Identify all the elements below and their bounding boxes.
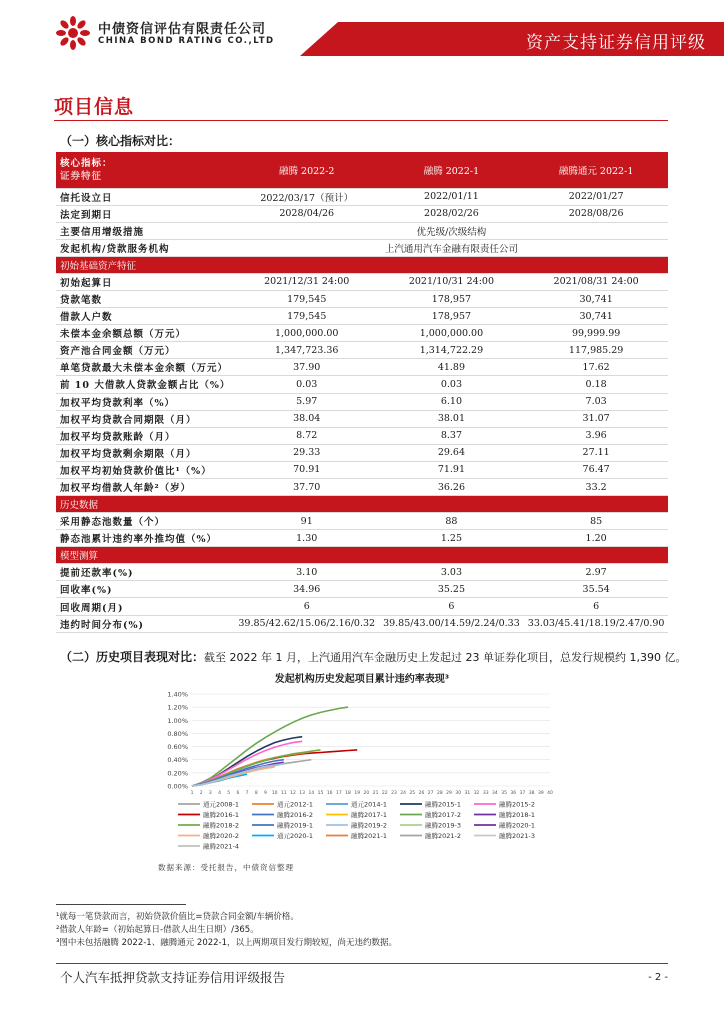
x-tick-label: 20 [363, 791, 370, 796]
chart-title: 发起机构历史发起项目累计违约率表现³ [274, 674, 450, 685]
y-tick-label: 0.20% [167, 769, 188, 778]
table-cell: 1.30 [234, 530, 379, 547]
table-row [56, 222, 668, 239]
legend-label: 融腾2020-1 [499, 821, 536, 830]
table-cell: 3.03 [379, 564, 524, 581]
column-header: 融腾通元 2022-1 [524, 152, 669, 188]
x-tick-label: 11 [280, 791, 287, 796]
legend-label: 融腾2015-2 [499, 800, 536, 809]
x-tick-label: 2 [199, 791, 203, 796]
company-logo-icon [56, 16, 90, 50]
row-label: 资产池合同金额（万元） [56, 342, 234, 359]
x-tick-label: 29 [446, 791, 452, 796]
table-cell: 3.10 [234, 564, 379, 581]
table-cell: 29.33 [234, 444, 379, 461]
footnote-divider [56, 904, 186, 905]
company-name-cn: 中债资信评估有限责任公司 [98, 22, 267, 37]
table-cell: 39.85/43.00/14.59/2.24/0.33 [379, 615, 524, 632]
table-cell: 35.25 [379, 581, 524, 598]
row-label: 加权平均贷款剩余期限（月） [56, 444, 234, 461]
footer-divider [56, 963, 668, 964]
x-tick-label: 36 [510, 791, 517, 796]
page-number: - 2 - [648, 972, 668, 983]
table-cell: 178,957 [379, 290, 524, 307]
table-cell: 1.20 [524, 530, 669, 547]
table-cell: 0.18 [524, 376, 669, 393]
legend-label: 融腾2018-1 [499, 811, 536, 819]
table-row [56, 325, 668, 342]
section-divider [54, 120, 668, 121]
table-row [56, 427, 668, 444]
x-tick-label: 16 [326, 791, 333, 796]
table-row [56, 308, 668, 325]
row-label: 提前还款率(%) [56, 564, 234, 581]
legend-label: 融腾2021-1 [351, 832, 388, 840]
subtitle-history [60, 648, 686, 665]
table-row [56, 530, 668, 547]
table-cell: 33.03/45.41/18.19/2.47/0.90 [524, 615, 669, 632]
x-tick-label: 31 [464, 791, 471, 796]
footer-report-title: 个人汽车抵押贷款支持证券信用评级报告 [60, 970, 286, 985]
table-cell: 30,741 [524, 308, 669, 325]
legend-label: 融腾2019-3 [425, 821, 462, 830]
legend-label: 融腾2016-1 [203, 811, 240, 819]
table-cell: 37.90 [234, 359, 379, 376]
table-cell: 1,314,722.29 [379, 342, 524, 359]
table-row [56, 290, 668, 307]
table-cell: 1,000,000.00 [379, 325, 524, 342]
table-row [56, 393, 668, 410]
default-rate-chart [150, 684, 570, 874]
table-cell: 85 [524, 513, 669, 530]
table-cell: 6 [234, 598, 379, 615]
x-tick-label: 25 [409, 791, 416, 796]
x-tick-label: 17 [336, 791, 342, 796]
company-name-en: CHINA BOND RATING CO.,LTD [98, 36, 275, 46]
table-row [56, 376, 668, 393]
y-tick-label: 0.00% [167, 782, 188, 791]
x-tick-label: 34 [492, 791, 498, 796]
table-cell: 2028/02/26 [379, 205, 524, 222]
x-tick-label: 13 [299, 791, 306, 796]
row-label: 回收周期(月) [56, 598, 234, 615]
table-row [56, 239, 668, 256]
table-row [56, 444, 668, 461]
y-tick-label: 1.00% [167, 716, 188, 725]
x-tick-label: 23 [391, 791, 397, 796]
legend-label: 通元2012-1 [277, 800, 314, 809]
table-cell: 33.2 [524, 479, 669, 496]
x-tick-label: 21 [372, 791, 379, 796]
subtitle-history-label: （二）历史项目表现对比： [60, 650, 205, 664]
legend-label: 融腾2015-1 [425, 800, 462, 809]
table-cell: 优先级/次级结构 [234, 222, 668, 239]
x-tick-label: 10 [271, 791, 278, 796]
x-tick-label: 35 [501, 791, 507, 796]
x-tick-label: 38 [528, 791, 535, 796]
table-row [56, 205, 668, 222]
y-tick-label: 1.40% [167, 690, 188, 699]
legend-label: 融腾2017-1 [351, 811, 388, 819]
table-cell: 31.07 [524, 410, 669, 427]
page-header [0, 0, 724, 58]
table-cell: 1,000,000.00 [234, 325, 379, 342]
row-label: 违约时间分布(%) [56, 615, 234, 632]
table-cell: 2028/04/26 [234, 205, 379, 222]
header-band-title: 资产支持证券信用评级 [526, 33, 706, 53]
table-header-label: 核心指标： [60, 157, 113, 169]
table-row [56, 615, 668, 632]
table-row [56, 461, 668, 478]
table-cell: 70.91 [234, 461, 379, 478]
table-cell: 27.11 [524, 444, 669, 461]
table-cell: 117,985.29 [524, 342, 669, 359]
table-cell: 38.01 [379, 410, 524, 427]
row-label: 借款人户数 [56, 308, 234, 325]
column-header: 融腾 2022-2 [234, 152, 379, 188]
table-cell: 17.62 [524, 359, 669, 376]
table-cell: 37.70 [234, 479, 379, 496]
table-section-label: 证券特征 [60, 170, 103, 182]
x-tick-label: 26 [418, 791, 425, 796]
subtitle-history-text: 截至 2022 年 1 月，上汽通用汽车金融历史上发起过 23 单证券化项目，总发行规模约 1,390 亿。 [204, 651, 687, 664]
x-tick-label: 8 [254, 791, 258, 796]
y-tick-label: 0.60% [167, 743, 188, 752]
legend-label: 融腾2020-2 [203, 832, 240, 840]
table-cell: 6.10 [379, 393, 524, 410]
row-label: 单笔贷款最大未偿本金余额（万元） [56, 359, 234, 376]
legend-label: 通元2020-1 [277, 832, 314, 840]
legend-label: 融腾2018-2 [203, 821, 240, 830]
legend-label: 融腾2019-2 [351, 821, 388, 830]
footnote: ²借款人年龄=（初始起算日-借款人出生日期）/365。 [56, 925, 259, 935]
x-tick-label: 22 [381, 791, 388, 796]
table-row [56, 273, 668, 290]
table-row [56, 513, 668, 530]
table-cell: 0.03 [234, 376, 379, 393]
table-cell: 6 [379, 598, 524, 615]
table-cell: 2.97 [524, 564, 669, 581]
x-tick-label: 28 [436, 791, 443, 796]
y-tick-label: 0.40% [167, 756, 188, 765]
x-tick-label: 15 [317, 791, 324, 796]
table-row [56, 564, 668, 581]
table-cell: 2021/08/31 24:00 [524, 273, 669, 290]
x-tick-label: 37 [519, 791, 526, 796]
legend-label: 融腾2021-4 [203, 842, 240, 851]
row-label: 静态池累计违约率外推均值（%） [56, 530, 234, 547]
table-cell: 34.96 [234, 581, 379, 598]
table-cell: 76.47 [524, 461, 669, 478]
table-cell: 2022/01/27 [524, 188, 669, 205]
table-cell: 178,957 [379, 308, 524, 325]
x-tick-label: 3 [208, 791, 212, 796]
row-label: 未偿本金余额总额（万元） [56, 325, 234, 342]
table-cell: 2028/08/26 [524, 205, 669, 222]
table-cell: 1.25 [379, 530, 524, 547]
table-cell: 71.91 [379, 461, 524, 478]
x-tick-label: 39 [537, 791, 544, 796]
x-tick-label: 27 [427, 791, 434, 796]
x-tick-label: 6 [236, 791, 240, 796]
table-row [56, 188, 668, 205]
table-cell: 2022/01/11 [379, 188, 524, 205]
x-tick-label: 1 [190, 791, 194, 796]
table-cell: 1,347,723.36 [234, 342, 379, 359]
x-tick-label: 40 [547, 791, 553, 796]
table-cell: 99,999.99 [524, 325, 669, 342]
table-cell: 41.89 [379, 359, 524, 376]
table-cell: 6 [524, 598, 669, 615]
table-section-row: 初始基础资产特征 [56, 256, 668, 273]
table-cell: 8.72 [234, 427, 379, 444]
x-tick-label: 24 [400, 791, 406, 796]
table-cell: 38.04 [234, 410, 379, 427]
row-label: 加权平均贷款账龄（月） [56, 427, 234, 444]
x-tick-label: 7 [245, 791, 249, 796]
footnote: ³图中未包括融腾 2022-1、融腾通元 2022-1，以上两期项目发行期较短，尚无违约数据。 [56, 938, 398, 948]
legend-label: 融腾2016-2 [277, 811, 314, 819]
table-cell: 30,741 [524, 290, 669, 307]
table-cell: 0.03 [379, 376, 524, 393]
table-row [56, 598, 668, 615]
x-tick-label: 19 [354, 791, 361, 796]
table-row [56, 581, 668, 598]
table-cell: 36.26 [379, 479, 524, 496]
x-tick-label: 32 [473, 791, 480, 796]
row-label: 初始起算日 [56, 273, 234, 290]
x-tick-label: 30 [455, 791, 462, 796]
x-tick-label: 4 [218, 791, 221, 796]
row-label: 信托设立日 [56, 188, 234, 205]
x-tick-label: 33 [482, 791, 489, 796]
table-cell: 2022/03/17（预计） [234, 188, 379, 205]
table-cell: 179,545 [234, 290, 379, 307]
table-cell: 29.64 [379, 444, 524, 461]
row-label: 采用静态池数量（个） [56, 513, 234, 530]
legend-label: 融腾2021-3 [499, 832, 536, 840]
y-tick-label: 0.80% [167, 729, 188, 738]
row-label: 前 10 大借款人贷款金额占比（%） [56, 376, 234, 393]
subtitle-core-indicators: （一）核心指标对比： [60, 134, 181, 148]
row-label: 发起机构/贷款服务机构 [56, 239, 234, 256]
table-cell: 上汽通用汽车金融有限责任公司 [234, 239, 668, 256]
table-row [56, 479, 668, 496]
core-indicator-table [56, 152, 668, 633]
table-cell: 88 [379, 513, 524, 530]
legend-label: 融腾2017-2 [425, 811, 462, 819]
row-label: 法定到期日 [56, 205, 234, 222]
x-tick-label: 9 [263, 791, 267, 796]
legend-label: 融腾2021-2 [425, 832, 462, 840]
table-section-row: 模型测算 [56, 547, 668, 564]
table-cell: 2021/12/31 24:00 [234, 273, 379, 290]
x-tick-label: 5 [227, 791, 231, 796]
row-label: 加权平均贷款利率（%） [56, 393, 234, 410]
table-section-row: 历史数据 [56, 496, 668, 513]
x-tick-label: 12 [290, 791, 296, 796]
table-cell: 8.37 [379, 427, 524, 444]
row-label: 加权平均借款人年龄²（岁） [56, 479, 234, 496]
x-tick-label: 18 [345, 791, 351, 796]
table-header-row [56, 152, 668, 188]
row-label: 贷款笔数 [56, 290, 234, 307]
row-label: 回收率(%) [56, 581, 234, 598]
table-cell: 39.85/42.62/15.06/2.16/0.32 [234, 615, 379, 632]
footnote: ¹就每一笔贷款而言，初始贷款价值比=贷款合同金额/车辆价格。 [56, 912, 299, 922]
table-cell: 5.97 [234, 393, 379, 410]
table-cell: 179,545 [234, 308, 379, 325]
table-row [56, 342, 668, 359]
table-cell: 2021/10/31 24:00 [379, 273, 524, 290]
legend-label: 通元2014-1 [351, 800, 388, 809]
column-header: 融腾 2022-1 [379, 152, 524, 188]
y-tick-label: 1.20% [167, 703, 188, 712]
table-cell: 35.54 [524, 581, 669, 598]
legend-label: 通元2008-1 [203, 800, 240, 809]
table-row [56, 359, 668, 376]
x-tick-label: 14 [308, 791, 315, 796]
legend-label: 融腾2019-1 [277, 821, 314, 830]
table-row [56, 410, 668, 427]
row-label: 加权平均初始贷款价值比¹（%） [56, 461, 234, 478]
row-label: 主要信用增级措施 [56, 222, 234, 239]
section-title: 项目信息 [54, 96, 135, 118]
table-cell: 3.96 [524, 427, 669, 444]
source-note: 数据来源：受托报告，中债资信整理 [158, 863, 294, 872]
row-label: 加权平均贷款合同期限（月） [56, 410, 234, 427]
table-cell: 91 [234, 513, 379, 530]
table-cell: 7.03 [524, 393, 669, 410]
